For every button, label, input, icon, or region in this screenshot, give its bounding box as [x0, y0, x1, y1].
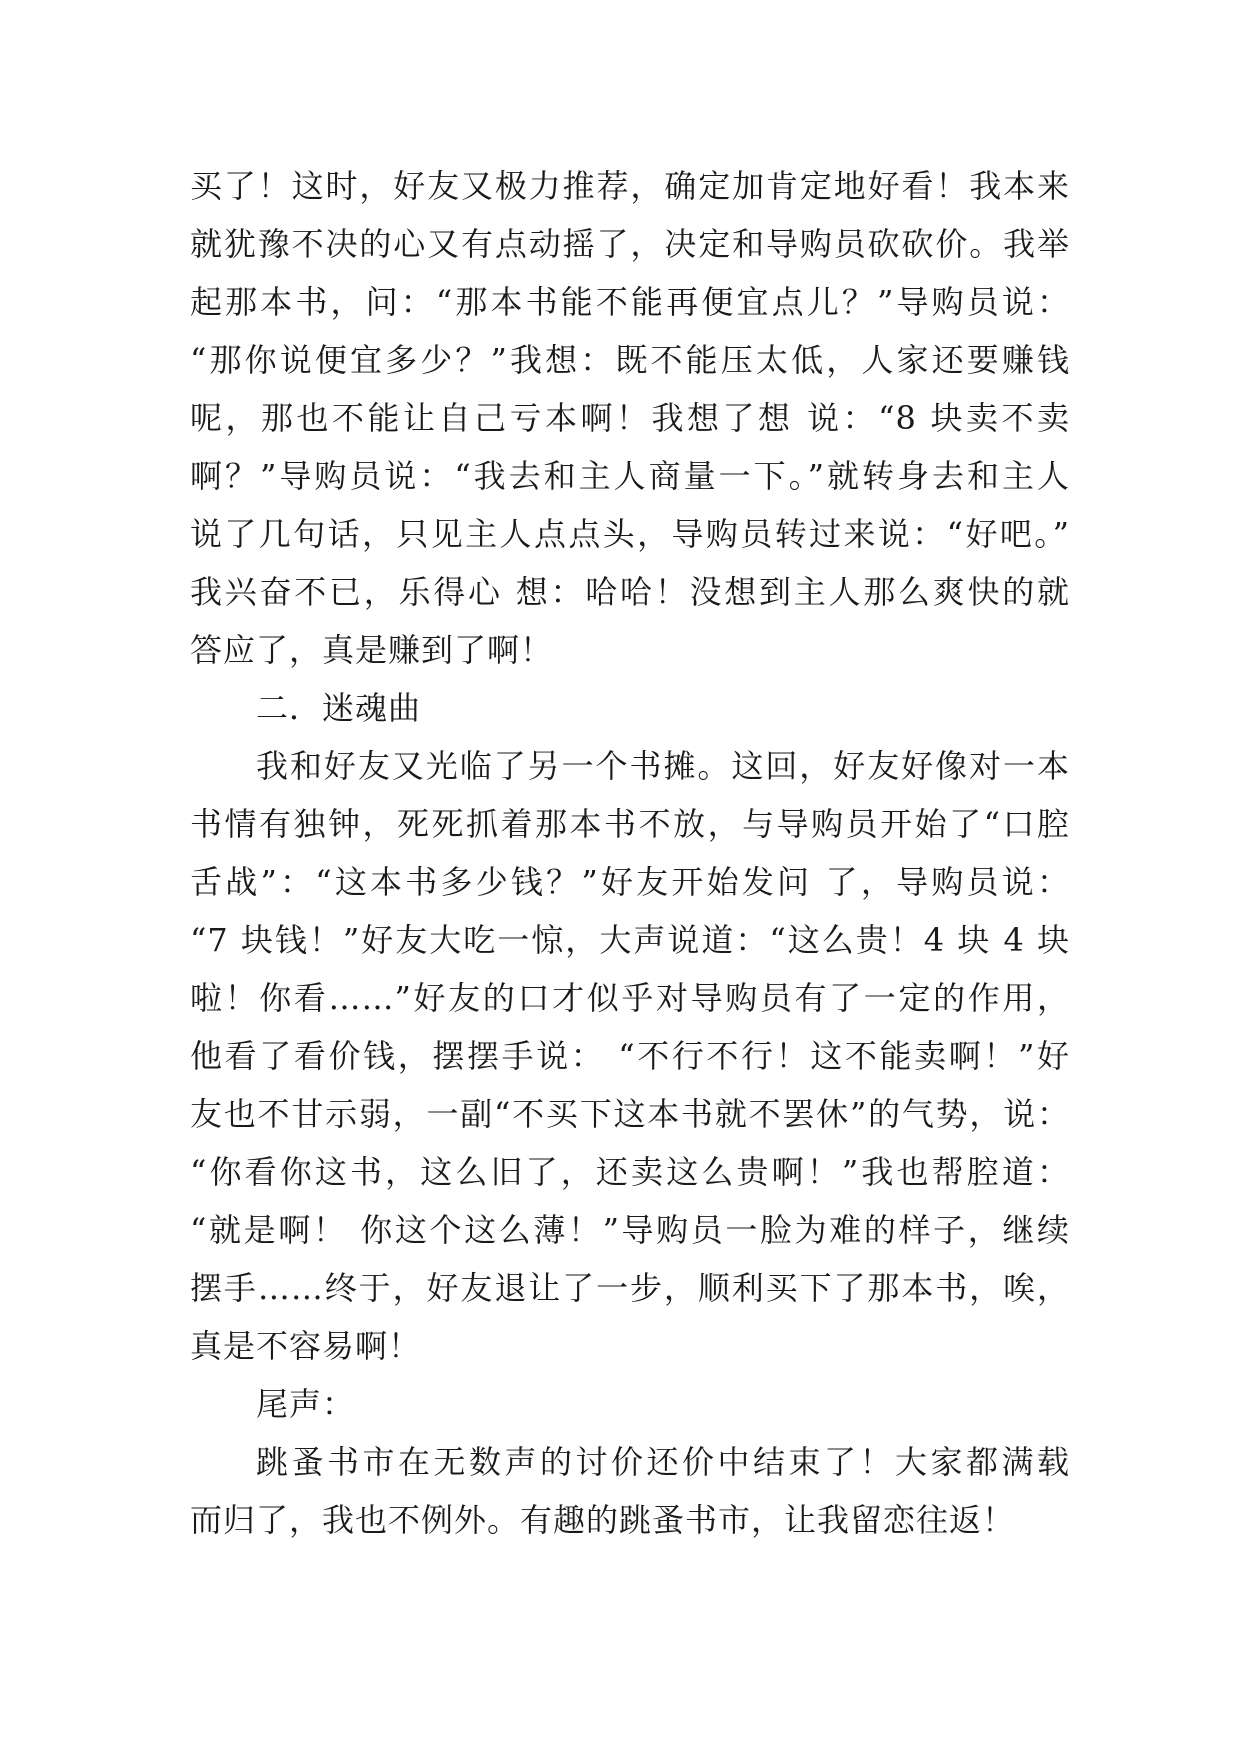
text-line: 书情有独钟，死死抓着那本书不放，与导购员开始了“口腔 — [190, 805, 1070, 843]
text-line: 他看了看价钱，摆摆手说： “不行不行！这不能卖啊！”好 — [190, 1037, 1070, 1075]
text-line: “你看你这书，这么旧了，还卖这么贵啊！”我也帮腔道： — [190, 1153, 1070, 1191]
text-line: 说了几句话，只见主人点点头，导购员转过来说：“好吧。” — [190, 515, 1070, 553]
text-line: 跳蚤书市在无数声的讨价还价中结束了！大家都满载 — [256, 1443, 1070, 1481]
text-line: 摆手……终于，好友退让了一步，顺利买下了那本书，唉， — [190, 1269, 1070, 1307]
text-line: 就犹豫不决的心又有点动摇了，决定和导购员砍砍价。我举 — [190, 225, 1070, 263]
text-line: “那你说便宜多少？”我想：既不能压太低，人家还要赚钱 — [190, 341, 1070, 379]
text-line: “7 块钱！”好友大吃一惊，大声说道：“这么贵！4 块 4 块 — [190, 921, 1070, 959]
text-line: 我和好友又光临了另一个书摊。这回，好友好像对一本 — [256, 747, 1070, 785]
section-heading: 二．迷魂曲 — [256, 689, 422, 727]
text-line: “就是啊！ 你这个这么薄！”导购员一脸为难的样子，继续 — [190, 1211, 1070, 1249]
text-line: 呢，那也不能让自己亏本啊！我想了想 说：“8 块卖不卖 — [190, 399, 1070, 437]
text-line: 友也不甘示弱，一副“不买下这本书就不罢休”的气势，说： — [190, 1095, 1070, 1133]
text-line: 答应了，真是赚到了啊！ — [190, 631, 554, 669]
text-line: 啦！你看……”好友的口才似乎对导购员有了一定的作用， — [190, 979, 1070, 1017]
text-line: 我兴奋不已，乐得心 想：哈哈！没想到主人那么爽快的就 — [190, 573, 1070, 611]
text-line: 买了！这时，好友又极力推荐，确定加肯定地好看！我本来 — [190, 167, 1070, 205]
section-heading: 尾声： — [256, 1385, 356, 1423]
text-line: 而归了，我也不例外。有趣的跳蚤书市，让我留恋往返！ — [190, 1501, 1016, 1539]
text-line: 起那本书，问：“那本书能不能再便宜点儿？”导购员说： — [190, 283, 1070, 321]
text-line: 舌战”：“这本书多少钱？”好友开始发问 了，导购员说： — [190, 863, 1070, 901]
text-line: 啊？”导购员说：“我去和主人商量一下。”就转身去和主人 — [190, 457, 1070, 495]
text-line: 真是不容易啊！ — [190, 1327, 422, 1365]
